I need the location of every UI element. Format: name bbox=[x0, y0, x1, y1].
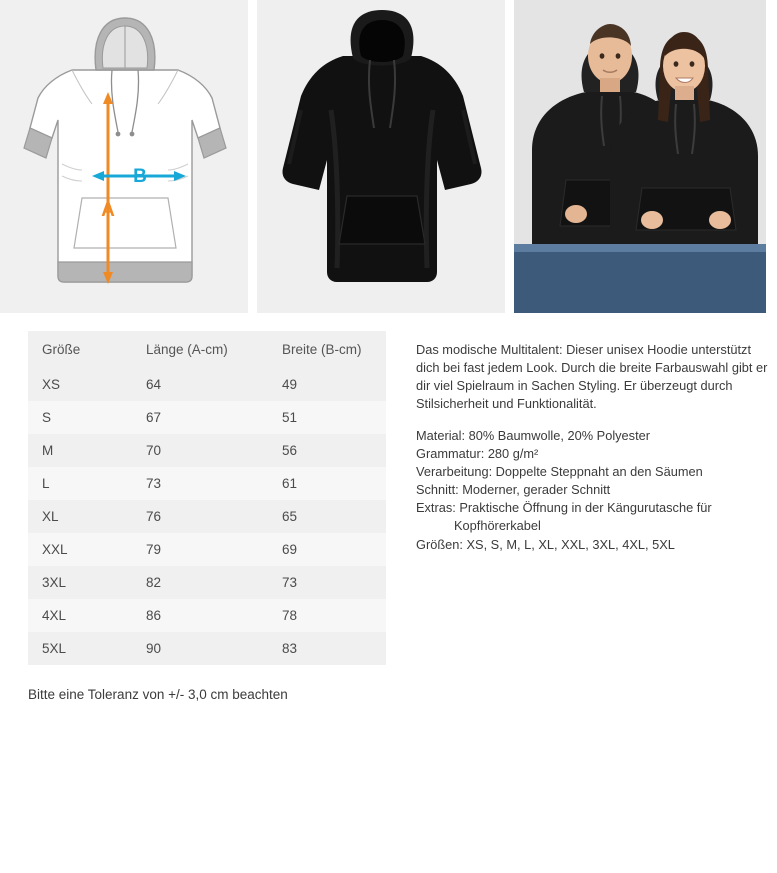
size-table-head bbox=[28, 331, 386, 368]
spec-extras-cont: Kopfhörerkabel bbox=[454, 518, 541, 534]
header-width: Breite (B-cm) bbox=[268, 331, 386, 368]
measure-b-label: B bbox=[133, 166, 147, 187]
cell-length: 67 bbox=[146, 410, 162, 425]
cell-width: 69 bbox=[282, 542, 298, 557]
cell-width: 73 bbox=[282, 575, 298, 590]
product-image-row bbox=[0, 0, 777, 313]
hoodie-couple-photo bbox=[514, 0, 766, 313]
cell-length: 64 bbox=[146, 377, 162, 392]
cell-size: XXL bbox=[42, 542, 68, 557]
table-row bbox=[28, 533, 386, 566]
cell-size: 3XL bbox=[42, 575, 67, 590]
header-length: Länge (A-cm) bbox=[132, 331, 268, 368]
table-row bbox=[28, 500, 386, 533]
spec-sizes: Größen: XS, S, M, L, XL, XXL, 3XL, 4XL, 5XL bbox=[416, 536, 675, 552]
cell-length: 86 bbox=[146, 608, 162, 623]
cell-size: XL bbox=[42, 509, 59, 524]
hoodie-technical-drawing-panel bbox=[0, 0, 248, 313]
hoodie-black-photo bbox=[257, 0, 505, 313]
table-row bbox=[28, 368, 386, 401]
cell-width: 49 bbox=[282, 377, 298, 392]
cell-size: L bbox=[42, 476, 50, 491]
measure-a-label: A bbox=[101, 200, 115, 221]
cell-length: 76 bbox=[146, 509, 162, 524]
hoodie-lifestyle-photo-panel bbox=[514, 0, 766, 313]
details-section bbox=[0, 331, 777, 665]
cell-length: 70 bbox=[146, 443, 162, 458]
spec-processing: Verarbeitung: Doppelte Steppnaht an den Säumen bbox=[416, 463, 703, 479]
table-row bbox=[28, 632, 386, 665]
table-row bbox=[28, 467, 386, 500]
cell-size: 5XL bbox=[42, 641, 67, 656]
spec-weight: Grammatur: 280 g/m² bbox=[416, 445, 539, 461]
description-intro: Das modische Multitalent: Dieser unisex Hoodie unterstützt dich bei fast jedem Look. Durch die breite Farbauswahl gibt er dir viel Spielraum in Sachen Styling. Er überzeugt durch Stilsicherheit und Funktionalität. bbox=[416, 342, 768, 412]
tolerance-note: Bitte eine Toleranz von +/- 3,0 cm beachten bbox=[28, 687, 288, 702]
hoodie-technical-drawing-icon bbox=[0, 0, 248, 313]
header-size: Größe bbox=[28, 331, 132, 368]
spec-cut: Schnitt: Moderner, gerader Schnitt bbox=[416, 482, 611, 498]
cell-length: 90 bbox=[146, 641, 162, 656]
cell-width: 51 bbox=[282, 410, 298, 425]
cell-length: 73 bbox=[146, 476, 162, 491]
size-table bbox=[28, 331, 386, 665]
cell-width: 56 bbox=[282, 443, 298, 458]
cell-width: 61 bbox=[282, 476, 298, 491]
cell-length: 79 bbox=[146, 542, 162, 557]
cell-size: S bbox=[42, 410, 52, 425]
cell-width: 78 bbox=[282, 608, 298, 623]
spec-extras: Extras: Praktische Öffnung in der Kängurutasche für bbox=[416, 500, 712, 516]
cell-size: 4XL bbox=[42, 608, 67, 623]
cell-width: 83 bbox=[282, 641, 298, 656]
hoodie-product-photo-panel bbox=[257, 0, 505, 313]
table-row bbox=[28, 434, 386, 467]
spec-material: Material: 80% Baumwolle, 20% Polyester bbox=[416, 427, 651, 443]
size-table-wrapper bbox=[28, 331, 386, 665]
table-row bbox=[28, 401, 386, 434]
table-row bbox=[28, 566, 386, 599]
cell-size: M bbox=[42, 443, 54, 458]
cell-length: 82 bbox=[146, 575, 162, 590]
table-row bbox=[28, 599, 386, 632]
cell-size: XS bbox=[42, 377, 61, 392]
cell-width: 65 bbox=[282, 509, 298, 524]
size-table-body bbox=[28, 368, 386, 665]
product-description bbox=[416, 331, 777, 665]
table-header-row bbox=[28, 331, 386, 368]
